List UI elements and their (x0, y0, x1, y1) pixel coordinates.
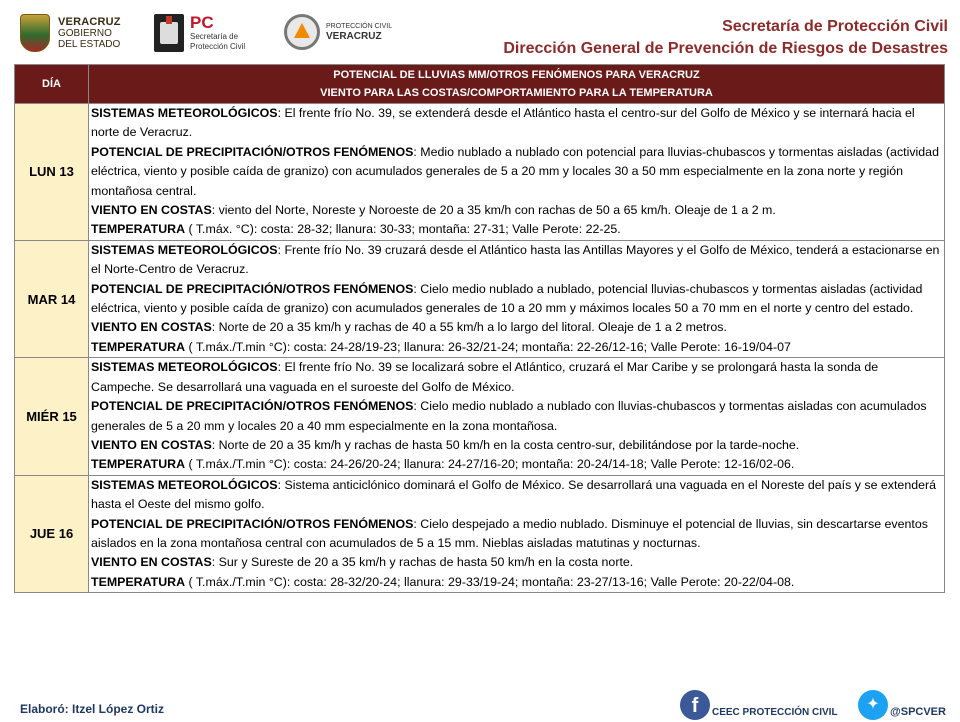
temperatura-label: TEMPERATURA (91, 457, 186, 472)
description-header-line-1: POTENCIAL DE LLUVIAS MM/OTROS FENÓMENOS PARA VERACRUZ (333, 69, 700, 81)
sistemas-text: : El frente frío No. 39 se localizará sobre el Atlántico, cruzará el Mar Caribe y se prolongará hasta la sonda de Campeche. Se desarrollará una vaguada en el suroeste del Golfo de México. (91, 360, 879, 394)
potencial-text: : Cielo medio nublado a nublado con lluvias-chubascos y tormentas aisladas con acumulados generales de 5 a 20 mm y locales 20 a 40 mm especialmente en la zona montañosa. (91, 399, 927, 433)
potencial-label: POTENCIAL DE PRECIPITACIÓN/OTROS FENÓMENOS (91, 399, 414, 414)
sistemas-label: SISTEMAS METEOROLÓGICOS (91, 360, 278, 375)
viento-text: : viento del Norte, Noreste y Noroeste de 20 a 35 km/h con rachas de 50 a 65 km/h. Oleaje de 1 a 2 m. (211, 203, 776, 218)
secretaria-title (503, 16, 948, 60)
page-footer (0, 690, 960, 720)
temperatura-label: TEMPERATURA (91, 574, 186, 589)
forecast-table (14, 64, 945, 593)
description-header-line-2: VIENTO PARA LAS COSTAS/COMPORTAMIENTO PARA LA TEMPERATURA (320, 87, 713, 99)
day-cell: JUE 16 (15, 475, 89, 592)
sistemas-text: : El frente frío No. 39, se extenderá desde el Atlántico hasta el centro-sur del Golfo de México y se internará hacia el norte de Veracruz. (91, 106, 915, 140)
title-line-1: Secretaría de Protección Civil (722, 18, 948, 35)
potencial-text: : Medio nublado a nublado con potencial para lluvias-chubascos y tormentas aisladas (actividad eléctrica, viento y posible caída de granizo) con acumulados generales de 5 a 20 mm y locales 30 a 50 mm especialmente en la zona norte y región montañosa central. (91, 144, 939, 198)
forecast-cell (89, 475, 945, 592)
potencial-label: POTENCIAL DE PRECIPITACIÓN/OTROS FENÓMENOS (91, 144, 414, 159)
sistemas-text: : Frente frío No. 39 cruzará desde el Atlántico hasta las Antillas Mayores y el Golfo de México, tenderá a estacionarse en el Norte-Centro de Veracruz. (91, 242, 940, 277)
potencial-label: POTENCIAL DE PRECIPITACIÓN/OTROS FENÓMENOS (91, 281, 414, 296)
facebook-link[interactable] (680, 690, 838, 720)
title-line-2: Dirección General de Prevención de Riesgos de Desastres (503, 40, 948, 57)
viento-text: : Sur y Sureste de 20 a 35 km/h y rachas de hasta 50 km/h en la costa norte. (211, 555, 634, 570)
pcv-big-label: VERACRUZ (326, 31, 382, 42)
table-row (15, 104, 945, 241)
twitter-icon[interactable]: ✦ (858, 690, 888, 720)
sistemas-text: : Sistema anticiclónico dominará el Golfo de México. Se desarrollará una vaguada en el Noreste del país y se extenderá hasta el Oeste del mismo golfo. (91, 477, 937, 512)
table-row (15, 475, 945, 592)
author-credit: Elaboró: Itzel López Ortiz (20, 702, 165, 716)
temperatura-text: ( T.máx. °C): costa: 28-32; llanura: 30-33; montaña: 27-31; Valle Perote: 22-25. (185, 222, 621, 237)
day-cell: LUN 13 (15, 104, 89, 241)
sistemas-label: SISTEMAS METEOROLÓGICOS (91, 242, 278, 257)
forecast-cell (89, 240, 945, 357)
pc-abbrev: PC (190, 13, 214, 32)
veracruz-name: VERACRUZ (58, 15, 121, 28)
temperatura-text: ( T.máx./T.min °C): costa: 28-32/20-24; llanura: 29-33/19-24; montaña: 23-27/13-16; Valle Perote: 20-22/04-08. (185, 574, 795, 589)
table-row (15, 358, 945, 475)
day-cell: MAR 14 (15, 240, 89, 357)
veracruz-estado: DEL ESTADO (58, 38, 121, 50)
veracruz-gobierno: GOBIERNO (58, 27, 112, 39)
pc-name-line1: Secretaría de (190, 32, 239, 41)
viento-label: VIENTO EN COSTAS (91, 203, 212, 218)
potencial-text: : Cielo despejado a medio nublado. Disminuye el potencial de lluvias, sin descartarse eventos aislados en la zona montañosa central con acumulados de 5 a 15 mm. Nieblas aisladas matutinas y nocturnas. (91, 516, 928, 550)
civil-protection-triangle-icon (284, 14, 320, 50)
pcv-small-label: PROTECCIÓN CIVIL (326, 23, 393, 30)
day-cell: MIÉR 15 (15, 358, 89, 475)
temperatura-text: ( T.máx./T.min °C): costa: 24-28/19-23; llanura: 26-32/21-24; montaña: 22-26/12-16; Valle Perote: 16-19/04-07 (185, 339, 791, 354)
temperatura-label: TEMPERATURA (91, 339, 186, 354)
pc-logo (154, 14, 245, 52)
sistemas-label: SISTEMAS METEOROLÓGICOS (91, 106, 278, 120)
sistemas-label: SISTEMAS METEOROLÓGICOS (91, 477, 278, 492)
temperatura-text: ( T.máx./T.min °C): costa: 24-26/20-24; llanura: 24-27/16-20; montaña: 20-24/14-18; Valle Perote: 12-16/02-06. (185, 457, 795, 472)
veracruz-shield-icon (20, 14, 50, 52)
temperatura-label: TEMPERATURA (91, 222, 186, 237)
potencial-text: : Cielo medio nublado a nublado, potencial lluvias-chubascos y tormentas aisladas (actividad eléctrica, viento y posible caída de granizo) con acumulados generales de 10 a 20 mm y máximos locales 50 a 70 mm en el norte y centro del estado. (91, 281, 923, 316)
pc-veracruz-logo (284, 14, 392, 50)
twitter-label[interactable]: @SPCVER (890, 706, 946, 718)
description-column-header (89, 65, 945, 104)
potencial-label: POTENCIAL DE PRECIPITACIÓN/OTROS FENÓMENOS (91, 516, 414, 531)
page-header (0, 0, 960, 64)
forecast-cell (89, 104, 945, 241)
viento-text: : Norte de 20 a 35 km/h y rachas de 40 a 55 km/h a lo largo del litoral. Oleaje de 1 a 2 metros. (211, 320, 727, 335)
pc-emblem-icon (154, 14, 184, 52)
table-row (15, 240, 945, 357)
facebook-label[interactable]: CEEC PROTECCIÓN CIVIL (712, 706, 838, 718)
facebook-icon[interactable]: f (680, 690, 710, 720)
viento-label: VIENTO EN COSTAS (91, 555, 212, 570)
viento-label: VIENTO EN COSTAS (91, 320, 212, 335)
twitter-link[interactable] (858, 690, 946, 720)
viento-label: VIENTO EN COSTAS (91, 437, 212, 452)
viento-text: : Norte de 20 a 35 km/h y rachas de hasta 50 km/h en la costa centro-sur, debilitándose por la tarde-noche. (211, 437, 800, 452)
pc-name-line2: Protección Civil (190, 42, 246, 51)
forecast-cell (89, 358, 945, 475)
table-header-row (15, 65, 945, 104)
veracruz-logo (20, 14, 121, 52)
day-column-header: DÍA (15, 65, 89, 104)
